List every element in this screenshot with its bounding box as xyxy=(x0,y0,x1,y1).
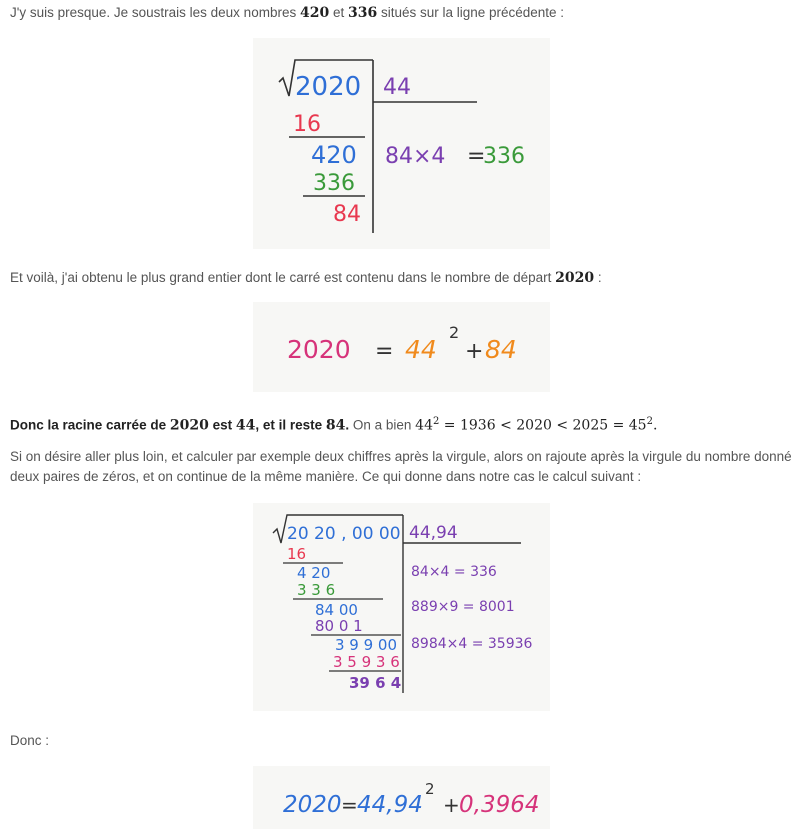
root-44: 44 xyxy=(383,75,411,100)
conclusion-84: 84 xyxy=(325,417,346,434)
equation-drawing-2 xyxy=(253,766,550,829)
figure-long-division-2 xyxy=(253,503,550,711)
step-16: 16 xyxy=(293,112,321,137)
calc-8984x4: 8984×4 = 35936 xyxy=(411,636,533,652)
math-inequality: = 1936 < 2020 < 2025 = 45 xyxy=(439,417,647,434)
result-after: : xyxy=(594,270,602,285)
eq2-base: 44,94 xyxy=(357,792,423,818)
math-44: 44 xyxy=(415,417,433,434)
math-exp-2: 2 xyxy=(646,416,653,427)
number-2020: 2020 xyxy=(555,270,595,286)
intro-text: J'y suis presque. Je soustrais les deux nombres xyxy=(10,5,300,20)
remainder-84: 84 xyxy=(333,202,361,227)
figure-long-division-1 xyxy=(253,38,550,249)
remainder-420: 420 xyxy=(311,141,357,169)
conclusion-bold-a: Donc la racine carrée de xyxy=(10,417,170,433)
intro-after: situés sur la ligne précédente : xyxy=(377,5,565,20)
conclusion-2020: 2020 xyxy=(169,417,209,434)
eq-plus: + xyxy=(465,339,484,364)
number-336: 336 xyxy=(347,5,378,21)
eq-exp-2: 2 xyxy=(449,323,460,342)
line-16: 16 xyxy=(287,545,307,563)
eq-base-44: 44 xyxy=(405,335,437,364)
paragraph-donc xyxy=(10,731,49,751)
conclusion-rest: On a bien xyxy=(349,417,416,433)
donc-text: Donc : xyxy=(10,733,50,748)
conclusion-44: 44 xyxy=(235,417,256,434)
paragraph-intro xyxy=(10,3,564,23)
math-exp: 2 xyxy=(432,416,440,427)
intro-and: et xyxy=(329,5,348,20)
line-39900: 3 9 9 00 xyxy=(335,636,398,654)
paragraph-further xyxy=(10,447,794,487)
eq2-2020: 2020 xyxy=(283,792,342,818)
division-drawing-1 xyxy=(253,38,550,249)
eq2-plus: + xyxy=(443,793,460,817)
calc-889x9: 889×9 = 8001 xyxy=(411,599,515,615)
paragraph-result xyxy=(10,268,602,288)
number-420: 420 xyxy=(299,5,330,21)
paragraph-conclusion xyxy=(10,412,657,436)
eq-2020: 2020 xyxy=(287,335,351,364)
result-text: Et voilà, j'ai obtenu le plus grand entier dont le carré est contenu dans le nombre de départ xyxy=(10,270,556,285)
figure-equation-2 xyxy=(253,766,550,829)
figure-equation-1 xyxy=(253,302,550,392)
eq2-sign: = xyxy=(341,793,358,817)
radicand-2: 20 20 , 00 00 xyxy=(287,524,401,544)
eq2-rest: 0,3964 xyxy=(459,792,540,818)
calc-result-336: 336 xyxy=(483,144,525,169)
conclusion-bold-c: , et il reste xyxy=(255,417,326,433)
eq-sign: = xyxy=(375,339,394,364)
calc-84x4-b: 84×4 = 336 xyxy=(411,564,497,580)
eq-rest-84: 84 xyxy=(485,335,517,364)
equation-drawing-1 xyxy=(253,302,550,392)
calc-84x4: 84×4 xyxy=(385,144,446,169)
root-4494: 44,94 xyxy=(409,523,458,543)
conclusion-bold-b: est xyxy=(208,417,236,433)
line-3964: 39 6 4 xyxy=(349,674,402,692)
sub-336: 336 xyxy=(313,171,355,196)
calc-eq: = xyxy=(467,144,486,169)
line-8001: 80 0 1 xyxy=(315,617,363,635)
line-336: 3 3 6 xyxy=(297,581,336,599)
eq2-exp: 2 xyxy=(425,780,435,798)
division-drawing-2 xyxy=(253,503,550,711)
conclusion-bold-d: . xyxy=(345,417,350,433)
radicand-2020: 2020 xyxy=(295,72,362,102)
math-end: . xyxy=(652,417,658,434)
further-text: Si on désire aller plus loin, et calculer par exemple deux chiffres après la virgule, alors on rajoute après la virgule du nombre donné deux paires de zéros, et on continue de la même manière. Ce qui donne dans notre cas le calcul suivant : xyxy=(10,449,792,484)
line-420: 4 20 xyxy=(297,564,331,582)
line-35936: 3 5 9 3 6 xyxy=(333,653,400,671)
line-8400: 84 00 xyxy=(315,601,358,619)
